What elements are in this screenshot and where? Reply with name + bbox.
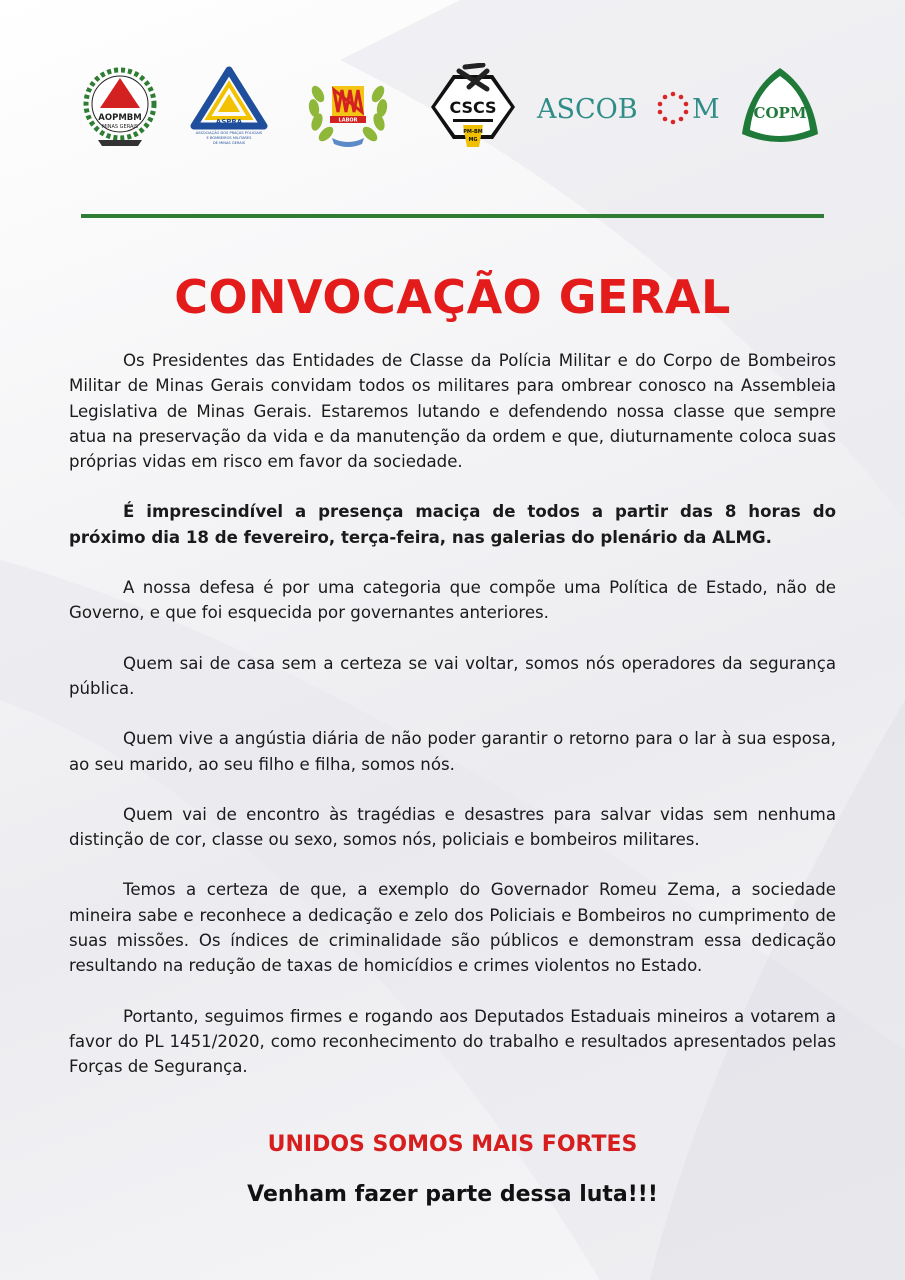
paragraph-call: É imprescindível a presença maciça de todos a partir das 8 horas do próximo dia 18 de fevereiro, terça-feira, nas galerias do plenário da ALMG. bbox=[69, 502, 836, 547]
copm-shield-icon bbox=[738, 62, 822, 152]
ascobom-label-right: M bbox=[692, 94, 720, 125]
paragraph-governor: Temos a certeza de que, a exemplo do Governador Romeu Zema, a sociedade mineira sabe e reconhece a dedicação e zelo dos Policiais e Bombeiros no cumprimento de suas missões. Os índices de criminalidade são públicos e demonstram essa dedicação resultando na redução de taxas de homicídios e crimes violentos no Estado. bbox=[69, 880, 836, 976]
copm-label: COPM bbox=[753, 104, 807, 122]
document-body bbox=[69, 348, 836, 1105]
laurel-wreath-icon bbox=[302, 62, 394, 152]
svg-text:PM-BM: PM-BM bbox=[463, 129, 483, 135]
call-to-action: Venham fazer parte dessa luta!!! bbox=[247, 1182, 658, 1207]
svg-text:DE MINAS GERAIS: DE MINAS GERAIS bbox=[212, 141, 246, 145]
paragraph-leave-home: Quem sai de casa sem a certeza se vai voltar, somos nós operadores da segurança pública. bbox=[69, 653, 836, 698]
paragraph-conclusion: Portanto, seguimos firmes e rogando aos Deputados Estaduais mineiros a votarem a favor do PL 1451/2020, como reconhecimento do trabalho e resultados apresentados pelas Forças de Segurança. bbox=[69, 1006, 836, 1077]
aspra-label: ASPRA bbox=[215, 118, 243, 126]
green-divider bbox=[81, 214, 824, 218]
paragraph-tragedies: Quem vai de encontro às tragédias e desastres para salvar vidas sem nenhuma distinção de cor, classe ou sexo, somos nós, policiais e bombeiros militares. bbox=[69, 804, 836, 850]
ascobom-wordmark-icon bbox=[535, 62, 725, 152]
logo-strip bbox=[80, 62, 825, 152]
cscs-label: CSCS bbox=[449, 98, 497, 117]
paragraph-anguish: Quem vive a angústia diária de não poder garantir o retorno para o lar à sua esposa, ao seu marido, ao seu filho e filha, somos nós. bbox=[69, 729, 836, 774]
page-title: CONVOCAÇÃO GERAL bbox=[174, 270, 731, 324]
paragraph-defense: A nossa defesa é por uma categoria que compõe uma Política de Estado, não de Governo, e que foi esquecida por governantes anteriores. bbox=[69, 578, 836, 623]
paragraph-intro: Os Presidentes das Entidades de Classe da Polícia Militar e do Corpo de Bombeiros Militar de Minas Gerais convidam todos os militares para ombrear conosco na Assembleia Legislativa de Minas Gerais. Estaremos lutando e defendendo nossa classe que sempre atua na preservação da vida e da manutenção da ordem e que, diuturnamente coloca suas próprias vidas em risco em favor da sociedade. bbox=[69, 351, 836, 472]
svg-text:ASSOCIAÇÃO DOS PRAÇAS POLICIAI: ASSOCIAÇÃO DOS PRAÇAS POLICIAIS bbox=[195, 131, 263, 135]
aspra-triangle-icon bbox=[188, 62, 270, 152]
svg-text:E BOMBEIROS MILITARES: E BOMBEIROS MILITARES bbox=[206, 136, 252, 140]
laurel-label: LABOR bbox=[338, 117, 358, 124]
ascobom-label-left: ASCOB bbox=[537, 94, 638, 125]
slogan: UNIDOS SOMOS MAIS FORTES bbox=[267, 1132, 638, 1157]
aopmbm-label: AOPMBM bbox=[98, 113, 142, 123]
aopmbm-sublabel: MINAS GERAIS bbox=[101, 124, 139, 130]
svg-text:MG: MG bbox=[468, 137, 478, 143]
cscs-hexagon-icon bbox=[425, 62, 521, 152]
aopmbm-seal-icon bbox=[80, 62, 160, 152]
